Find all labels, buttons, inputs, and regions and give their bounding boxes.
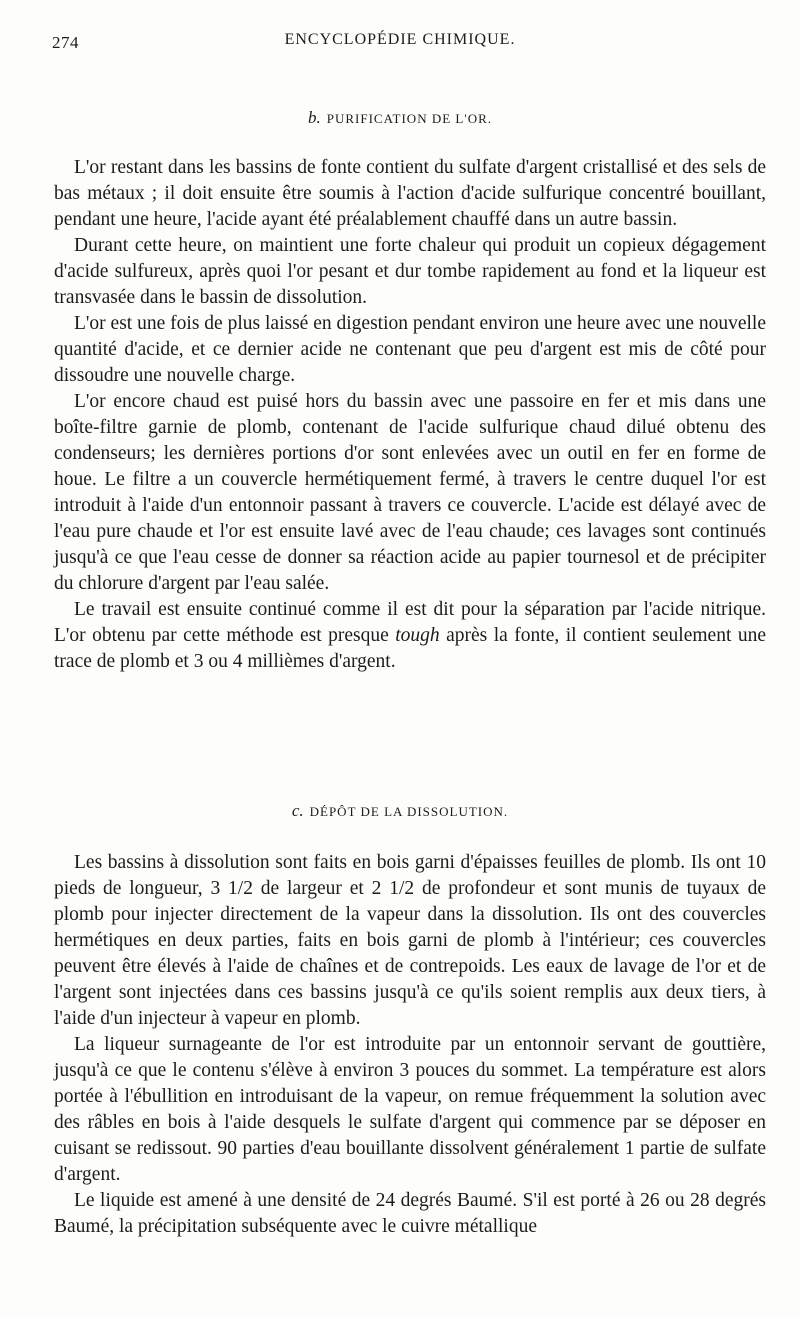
paragraph: Durant cette heure, on maintient une forte chaleur qui produit un copieux dégagement d'acide sulfureux, après quoi l'or pesant et dur tombe rapidement au fond et la liqueur est transvasée dans le bassin de dissolution. (54, 235, 766, 308)
paragraph: L'or est une fois de plus laissé en digestion pendant environ une heure avec une nouvelle quantité d'acide, et ce dernier acide ne contenant que peu d'argent est mis de côté pour dissoudre une nouvelle charge. (54, 313, 766, 386)
section-body-purification (54, 155, 766, 675)
running-head: ENCYCLOPÉDIE CHIMIQUE. (284, 31, 516, 48)
paragraph: Les bassins à dissolution sont faits en bois garni d'épaisses feuilles de plomb. Ils ont 10 pieds de longueur, 3 1/2 de largeur et 2 1/2 de profondeur et sont munis de tuyaux de plomb pour injecter directement de la vapeur dans la dissolution. Ils ont des couvercles hermétiques en deux parties, faits en bois garni de plomb à l'intérieur; ces couvercles peuvent être élevés à l'aide de chaînes et de contrepoids. Les eaux de lavage de l'or et de l'argent sont injectées dans ces bassins jusqu'à ce qu'ils soient remplis aux deux tiers, à l'aide d'un injecteur à vapeur en plomb. (54, 852, 766, 1029)
page-number: 274 (52, 33, 79, 52)
paragraph: Le liquide est amené à une densité de 24 degrés Baumé. S'il est porté à 26 ou 28 degrés Baumé, la précipitation subséquente avec le cuivre métallique (54, 1190, 766, 1237)
paragraph: La liqueur surnageante de l'or est introduite par un entonnoir servant de gouttière, jusqu'à ce que le contenu s'élève à environ 3 pouces du sommet. La température est alors portée à l'ébullition en introduisant de la vapeur, on remue fréquemment la solution avec des râbles en bois à l'aide desquels le sulfate d'argent qui commence par se déposer en cuisant se redissout. 90 parties d'eau bouillante dissolvent généralement 1 partie de sulfate d'argent. (54, 1034, 766, 1185)
emphasized-word: tough (395, 625, 440, 646)
text-run: après la fonte, il contient seulement une trace de plomb et 3 ou 4 millièmes d'argent. (54, 625, 766, 672)
section-title: PURIFICATION DE L'OR. (326, 111, 492, 126)
text-run: Le travail est ensuite continué comme il est dit pour la séparation par l'acide nitrique. L'or obtenu par cette méthode est presque (54, 599, 766, 646)
section-body-depot (54, 850, 766, 1240)
paragraph-with-emphasis (54, 597, 766, 675)
section-letter: c. (291, 801, 304, 820)
section-heading-purification (0, 108, 800, 128)
paragraph: L'or encore chaud est puisé hors du bassin avec une passoire en fer et mis dans une boîte-filtre garnie de plomb, contenant de l'acide sulfurique chaud dilué obtenu des condenseurs; les dernières portions d'or sont enlevées avec un outil en fer en forme de houe. Le filtre a un couvercle hermétiquement fermé, à travers le centre duquel l'or est introduit à l'aide d'un entonnoir passant à travers ce couvercle. L'acide est délayé avec de l'eau pure chaude et l'or est ensuite lavé avec de l'eau chaude; ces lavages sont continués jusqu'à ce que l'eau cesse de donner sa réaction acide au papier tournesol et de précipiter du chlorure d'argent par l'eau salée. (54, 391, 766, 594)
section-letter: b. (307, 108, 321, 127)
section-title: DÉPÔT DE LA DISSOLUTION. (309, 804, 509, 819)
section-heading-depot (0, 801, 800, 821)
paragraph: L'or restant dans les bassins de fonte contient du sulfate d'argent cristallisé et des sels de bas métaux ; il doit ensuite être soumis à l'action d'acide sulfurique concentré bouillant, pendant une heure, l'acide ayant été préalablement chauffé dans un autre bassin. (54, 157, 766, 230)
